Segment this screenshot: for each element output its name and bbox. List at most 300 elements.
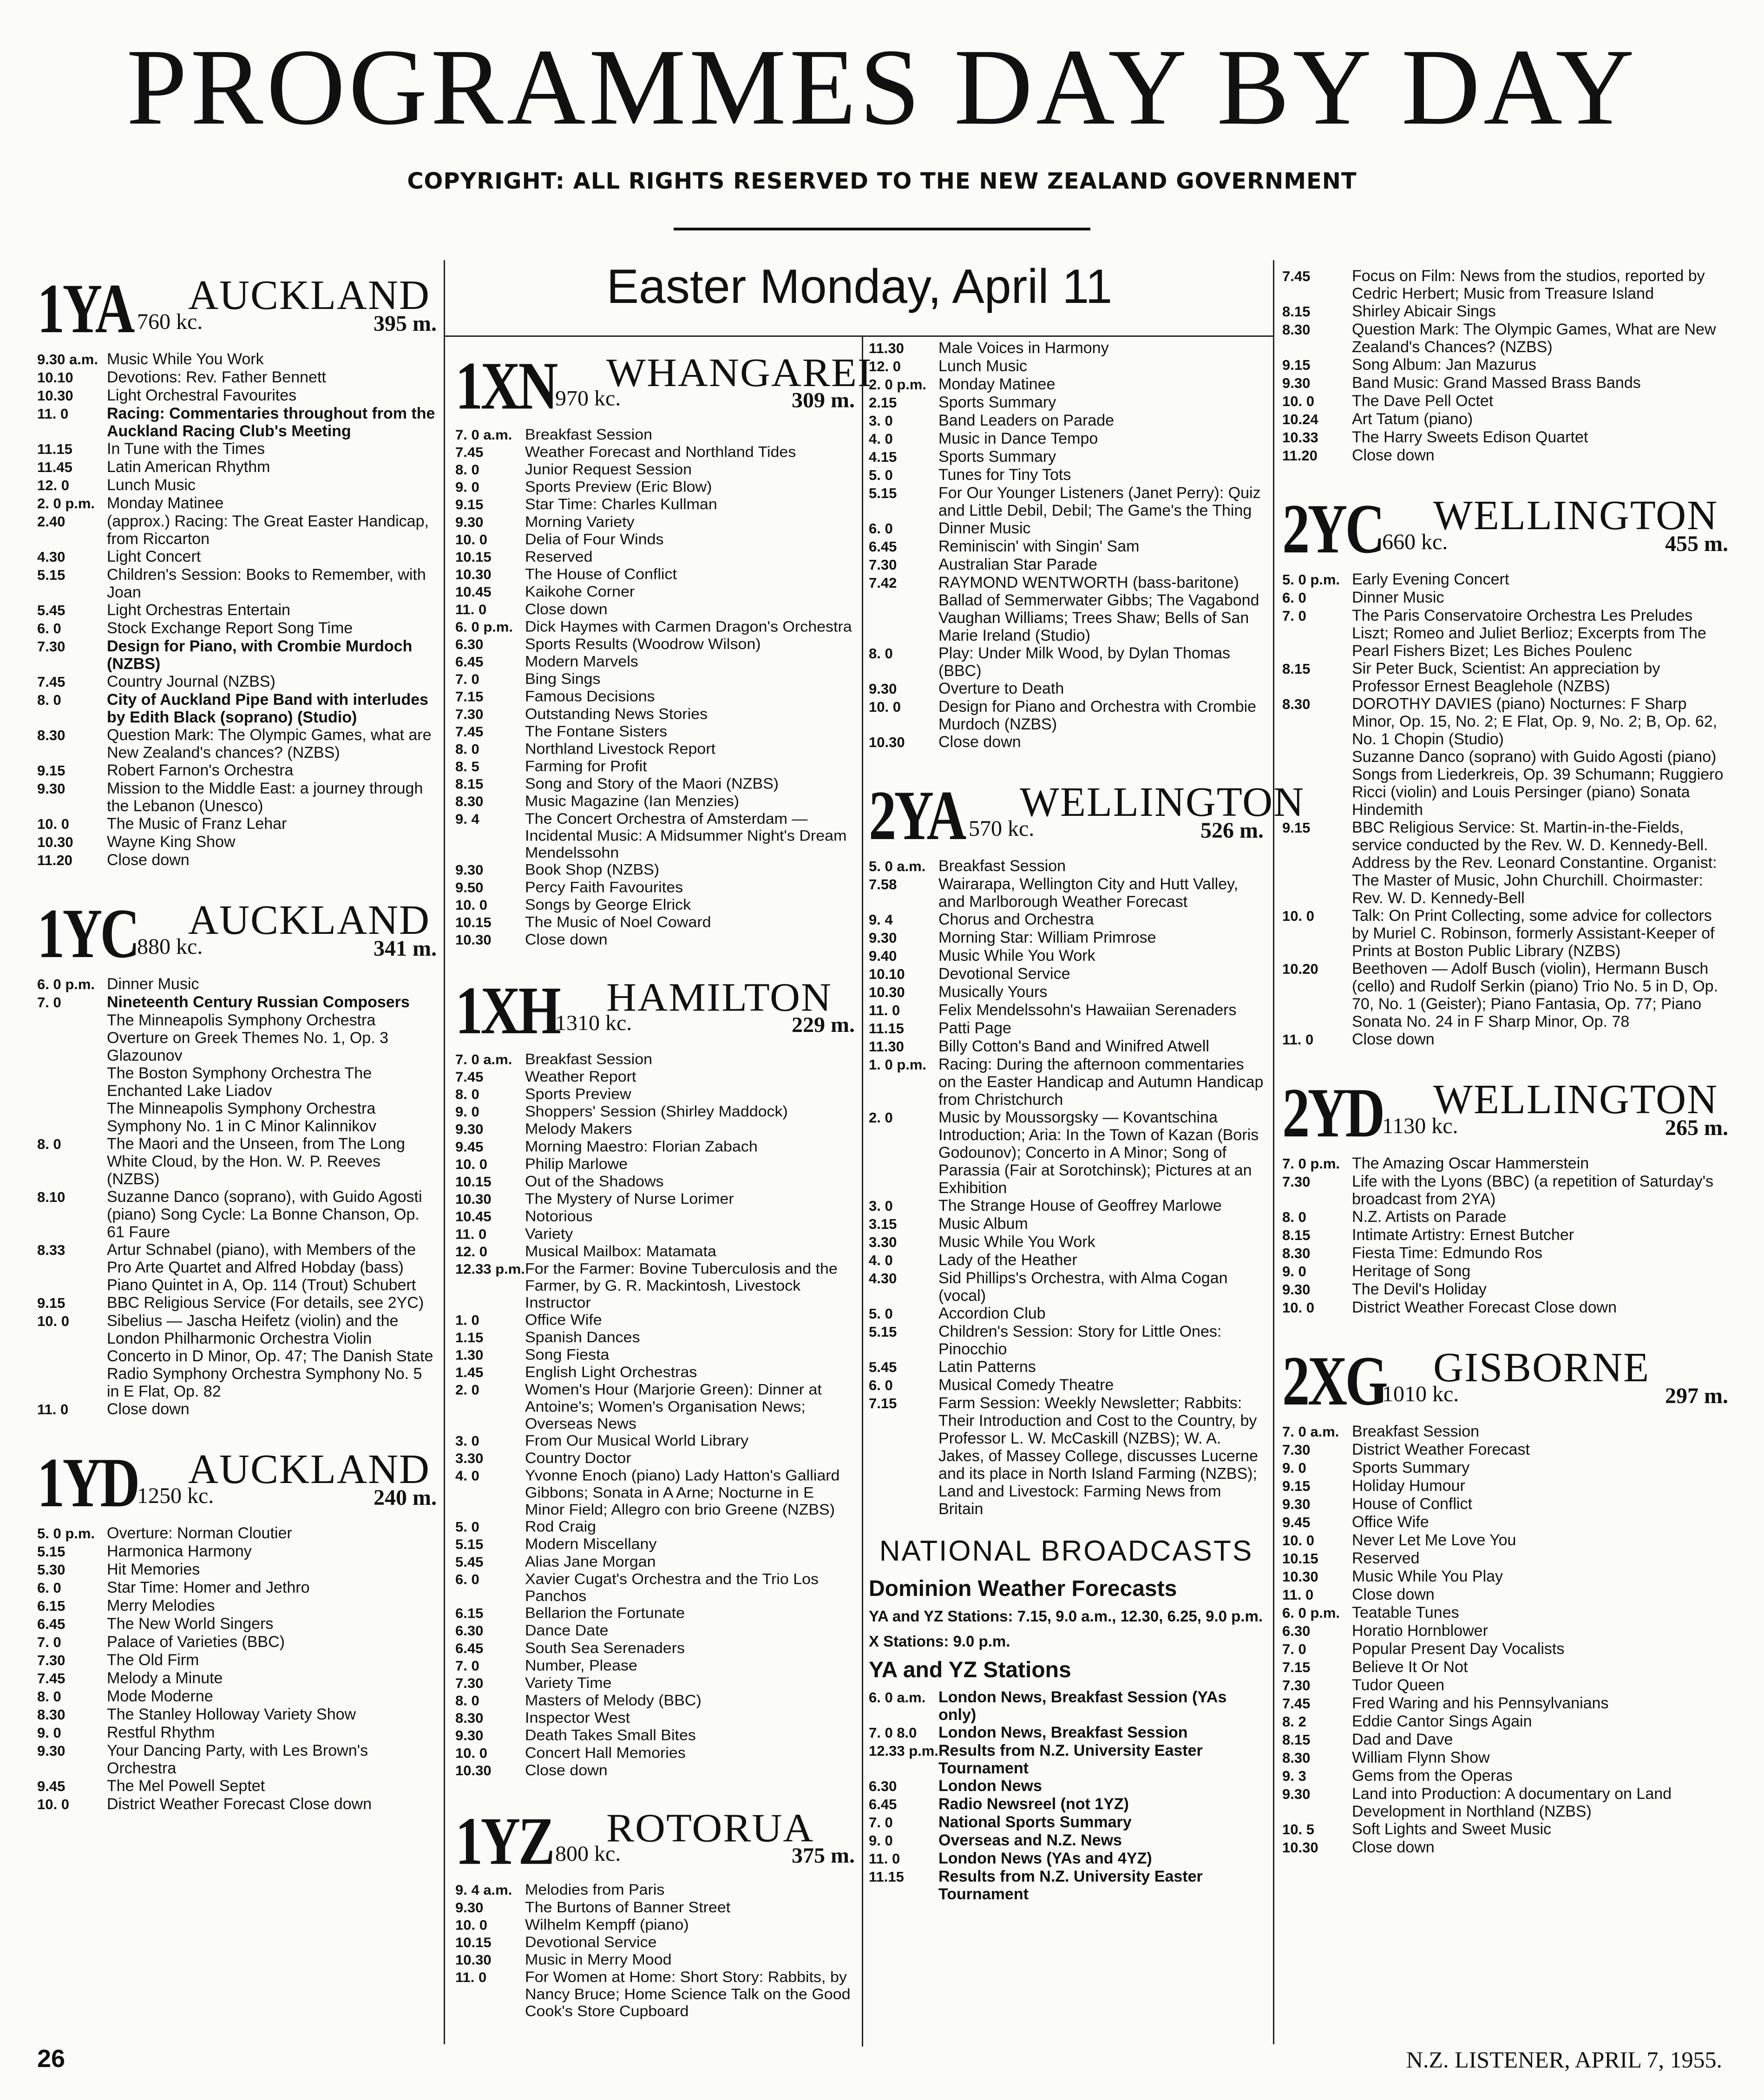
programme-item xyxy=(1282,302,1728,321)
programme-time: 7.30 xyxy=(1282,1174,1311,1190)
programme-title: Tunes for Tiny Tots xyxy=(938,466,1071,484)
station-wavelength: 297 m. xyxy=(1665,1384,1728,1408)
programme-item xyxy=(1282,1549,1728,1568)
programme-title: Mission to the Middle East: a journey through the Lebanon (Unesco) xyxy=(107,780,423,815)
programme-time: 9.15 xyxy=(1282,820,1311,836)
programme-title: The Fontane Sisters xyxy=(525,722,668,740)
programme-time: 9. 0 xyxy=(1282,1263,1306,1280)
station-wavelength: 375 m. xyxy=(792,1844,855,1868)
programme-title: Your Dancing Party, with Les Brown's Orchestra xyxy=(107,1742,368,1777)
programme-time: 6.45 xyxy=(455,1640,484,1656)
programme-title: Merry Melodies xyxy=(107,1597,215,1614)
national-time: 6.45 xyxy=(869,1796,897,1812)
programme-title: Weather Report xyxy=(525,1068,636,1085)
programme-time: 2.15 xyxy=(869,394,897,411)
programme-title: Billy Cotton's Band and Winifred Atwell xyxy=(938,1037,1209,1055)
programme-item xyxy=(37,440,437,458)
programme-time: 9.45 xyxy=(455,1139,484,1155)
programme-time: 9. 0 xyxy=(455,479,479,495)
programme-time: 9.30 a.m. xyxy=(37,351,98,368)
programme-title: Junior Request Session xyxy=(525,461,692,478)
programme-item xyxy=(455,513,855,531)
programme-time: 3.30 xyxy=(869,1234,897,1250)
programme-time: 7. 0 xyxy=(455,671,479,687)
programme-title: The Maori and the Unseen, from The Long White Cloud, by the Hon. W. P. Reeves (NZBS) xyxy=(107,1135,405,1188)
programme-item xyxy=(1282,607,1728,660)
programme-title: Variety xyxy=(525,1225,573,1242)
programme-item xyxy=(455,1190,855,1208)
programme-item xyxy=(37,1312,437,1400)
programme-title: Design for Piano and Orchestra with Crombie Murdoch (NZBS) xyxy=(938,698,1257,733)
programme-time: 7.30 xyxy=(869,557,897,573)
programme-item xyxy=(37,548,437,566)
programme-title: Robert Farnon's Orchestra xyxy=(107,761,294,779)
programme-title: Land into Production: A documentary on Land Development in Northland (NZBS) xyxy=(1352,1785,1672,1820)
programme-time: 1.30 xyxy=(455,1347,484,1363)
copyright-notice: COPYRIGHT: ALL RIGHTS RESERVED TO THE NEW ZEALAND GOVERNMENT xyxy=(407,168,1357,194)
programme-time: 10.30 xyxy=(869,734,905,750)
programme-title: Country Journal (NZBS) xyxy=(107,673,275,690)
programme-time: 9.30 xyxy=(1282,1496,1311,1512)
programme-time: 8.30 xyxy=(1282,696,1311,712)
programme-time: 10.30 xyxy=(455,1191,492,1207)
programme-time: 3.30 xyxy=(455,1450,484,1466)
programme-time: 10.30 xyxy=(455,932,492,948)
programme-item xyxy=(455,618,855,636)
national-list xyxy=(869,1688,1264,1903)
programme-time: 3.15 xyxy=(869,1216,897,1232)
programme-title: The New World Singers xyxy=(107,1615,274,1633)
programme-title: Farm Session: Weekly Newsletter; Rabbits: Their Introduction and Cost to the Country, by Professor L. W. McCaskill (NZBS); W. A. Jakes, of Massey College, discusses Lucerne and its place in North Island Farming (NZBS); Land and Livestock: Farming News from Britain xyxy=(938,1394,1258,1518)
programme-time: 11.45 xyxy=(37,459,72,475)
programme-item xyxy=(37,1597,437,1615)
programme-item xyxy=(455,1381,855,1432)
programme-item xyxy=(455,1260,855,1312)
programme-time: 10.30 xyxy=(869,984,905,1000)
programme-time: 10.30 xyxy=(455,566,492,583)
programme-time: 8.15 xyxy=(455,776,484,792)
programme-title: Mode Moderne xyxy=(107,1687,213,1705)
programme-title: Breakfast Session xyxy=(938,857,1066,875)
programme-item xyxy=(1282,410,1728,428)
programme-item xyxy=(37,1777,437,1795)
programme-title: Sibelius — Jascha Heifetz (violin) and the London Philharmonic Orchestra Violin Concerto in D Minor, Op. 47; The Danish State Radio Symphony Orchestra Symphony No. 5 in E Flat, Op. 82 xyxy=(107,1312,433,1400)
programme-title: The Mystery of Nurse Lorimer xyxy=(525,1190,734,1208)
national-title-text: London News, Breakfast Session xyxy=(938,1724,1188,1741)
programme-title: Stock Exchange Report Song Time xyxy=(107,619,353,637)
programme-title: Wilhelm Kempff (piano) xyxy=(525,1916,689,1934)
station-wavelength: 309 m. xyxy=(792,388,855,413)
programme-item xyxy=(455,1916,855,1934)
programme-time: 5.15 xyxy=(455,1536,484,1552)
programme-title: Weather Forecast and Northland Tides xyxy=(525,443,796,461)
programme-item xyxy=(1282,1604,1728,1622)
programme-title: Morning Maestro: Florian Zabach xyxy=(525,1138,758,1155)
national-item xyxy=(869,1795,1264,1813)
programme-title: Number, Please xyxy=(525,1657,637,1674)
programme-title: Suzanne Danco (soprano), with Guido Agosti (piano) Song Cycle: La Bonne Chanson, Op. 61 Faure xyxy=(107,1188,422,1241)
station-header xyxy=(455,1794,855,1877)
programme-time: 10. 0 xyxy=(1282,1299,1314,1316)
programme-item xyxy=(37,476,437,494)
programme-title: Reminiscin' with Singin' Sam xyxy=(938,538,1140,555)
programme-time: 7.42 xyxy=(869,575,897,591)
programme-item xyxy=(1282,446,1728,465)
programme-time: 8. 0 xyxy=(455,741,479,757)
programme-time: 11.20 xyxy=(37,852,72,868)
programme-title: Intimate Artistry: Ernest Butcher xyxy=(1352,1226,1574,1244)
programme-item xyxy=(37,368,437,387)
programme-time: 10. 0 xyxy=(455,1156,487,1172)
programme-title: Devotional Service xyxy=(525,1934,657,1951)
station-callsign: 2YC xyxy=(1282,490,1383,568)
programme-item xyxy=(455,1553,855,1571)
programme-time: 6. 0 xyxy=(37,1580,61,1596)
programme-time: 7.30 xyxy=(1282,1442,1311,1458)
programme-time: 11.30 xyxy=(869,340,904,356)
programme-time: 5. 0 p.m. xyxy=(1282,571,1340,588)
programme-item xyxy=(455,1951,855,1969)
programme-time: 9.15 xyxy=(37,762,66,779)
programme-item xyxy=(455,1518,855,1536)
programme-title: Percy Faith Favourites xyxy=(525,879,683,896)
programme-item xyxy=(455,1536,855,1553)
programme-title: Sports Preview xyxy=(525,1085,631,1103)
programme-title: Sports Summary xyxy=(938,448,1056,466)
programme-time: 6.30 xyxy=(1282,1623,1311,1639)
programme-title: Monday Matinee xyxy=(938,375,1056,393)
programme-title: Melody a Minute xyxy=(107,1669,223,1687)
programme-time: 7.45 xyxy=(1282,268,1311,284)
programme-title: Question Mark: The Olympic Games, what are New Zealand's chances? (NZBS) xyxy=(107,726,432,761)
programme-time: 7.30 xyxy=(455,1675,484,1691)
programme-item xyxy=(869,947,1264,965)
programme-time: 8.30 xyxy=(1282,1245,1311,1261)
programme-title: Nineteenth Century Russian Composers xyxy=(107,993,410,1011)
programme-item xyxy=(1282,1568,1728,1586)
programme-time: 5.45 xyxy=(37,602,66,618)
programme-time: 5. 0 a.m. xyxy=(869,858,926,874)
programme-item xyxy=(37,833,437,851)
programme-title: Modern Miscellany xyxy=(525,1536,657,1553)
programme-item xyxy=(455,758,855,775)
programme-title: Harmonica Harmony xyxy=(107,1542,252,1560)
programme-item xyxy=(869,1251,1264,1269)
programme-item xyxy=(455,1467,855,1518)
programme-title: Sports Summary xyxy=(1352,1459,1470,1477)
programme-item xyxy=(869,965,1264,983)
programme-time: 5.15 xyxy=(37,567,66,583)
programme-time: 7.30 xyxy=(1282,1677,1311,1693)
programme-title: Male Voices in Harmony xyxy=(938,339,1109,357)
programme-time: 10. 0 xyxy=(869,699,901,715)
programme-item xyxy=(869,1215,1264,1233)
column-4 xyxy=(1282,267,1728,1872)
programme-title: Bellarion the Fortunate xyxy=(525,1604,685,1622)
station-wavelength: 229 m. xyxy=(792,1013,855,1037)
programme-time: 7.45 xyxy=(37,674,66,690)
programme-title: The Amazing Oscar Hammerstein xyxy=(1352,1155,1589,1172)
programme-time: 11. 0 xyxy=(455,1969,487,1985)
programme-title: Music in Merry Mood xyxy=(525,1951,672,1969)
programme-title: The Minneapolis Symphony Orchestra Overture on Greek Themes No. 1, Op. 3 Glazounov xyxy=(107,1011,388,1064)
station-wavelength: 526 m. xyxy=(1200,818,1264,843)
programme-item xyxy=(869,357,1264,375)
programme-time: 2. 0 p.m. xyxy=(869,376,927,393)
programme-time: 9.30 xyxy=(455,514,484,530)
programme-title: Musical Mailbox: Matamata xyxy=(525,1242,716,1260)
programme-item xyxy=(37,387,437,405)
programme-title: The Mel Powell Septet xyxy=(107,1777,265,1795)
programme-time: 10. 0 xyxy=(1282,908,1314,924)
programme-item xyxy=(455,723,855,741)
programme-title: Accordion Club xyxy=(938,1305,1046,1322)
programme-item xyxy=(37,726,437,761)
national-time: 11. 0 xyxy=(869,1851,900,1867)
station-city: AUCKLAND xyxy=(188,897,430,943)
programme-item xyxy=(869,1197,1264,1215)
programme-item xyxy=(37,975,437,993)
programme-item xyxy=(455,705,855,723)
programme-item xyxy=(1282,960,1728,1030)
programme-time: 8.30 xyxy=(1282,322,1311,338)
programme-item xyxy=(455,775,855,793)
programme-item xyxy=(869,983,1264,1001)
programme-time: 1. 0 xyxy=(455,1312,479,1328)
programme-item xyxy=(455,1311,855,1329)
programme-title: Heritage of Song xyxy=(1352,1262,1471,1280)
programme-title: Close down xyxy=(1352,1030,1435,1048)
programme-item xyxy=(869,484,1264,519)
programme-time: 5. 0 xyxy=(455,1519,479,1535)
programme-title: The Music of Franz Lehar xyxy=(107,815,287,833)
programme-time: 8. 0 xyxy=(37,692,61,708)
programme-time: 10.30 xyxy=(455,1762,492,1778)
programme-title: The Devil's Holiday xyxy=(1352,1280,1487,1298)
programme-item xyxy=(869,911,1264,929)
weather-times: YA and YZ Stations: 7.15, 9.0 a.m., 12.30, 6.25, 9.0 p.m. xyxy=(869,1608,1263,1625)
national-time: 12.33 p.m. xyxy=(869,1743,938,1759)
programme-time: 5. 0 p.m. xyxy=(37,1525,95,1542)
programme-item xyxy=(455,496,855,513)
column-divider-right xyxy=(1273,260,1274,2044)
programme-title: Book Shop (NZBS) xyxy=(525,861,660,879)
programme-item xyxy=(455,1346,855,1364)
programme-item xyxy=(1282,1262,1728,1280)
national-title: NATIONAL BROADCASTS xyxy=(879,1535,1253,1567)
programme-item xyxy=(455,1432,855,1450)
programme-item xyxy=(1282,819,1728,907)
programme-title: DOROTHY DAVIES (piano) Nocturnes: F Sharp Minor, Op. 15, No. 2; E Flat, Op. 9, No. 2; B, Op. 62, No. 1 Chopin (Studio) xyxy=(1352,695,1718,748)
programme-time: 10.15 xyxy=(1282,1550,1318,1567)
programme-item xyxy=(455,1103,855,1121)
programme-title: Restful Rhythm xyxy=(107,1724,215,1741)
national-time: 11.15 xyxy=(869,1869,904,1885)
programme-title: BBC Religious Service (For details, see 2YC) xyxy=(107,1294,424,1312)
programme-time: 6. 0 xyxy=(37,620,61,637)
station-1yd xyxy=(37,1434,437,1813)
programme-title: Talk: On Print Collecting, some advice for collectors by Muriel C. Robinson, formerly Assistant-Keeper of Prints at Boston Public Library (NZBS) xyxy=(1352,907,1715,960)
programme-time: 9.30 xyxy=(37,781,66,797)
programme-title: Holiday Humour xyxy=(1352,1477,1465,1495)
programme-title: Office Wife xyxy=(1352,1513,1429,1531)
programme-time: 7. 0 xyxy=(1282,1641,1306,1657)
programme-time: 6.15 xyxy=(455,1605,484,1621)
programme-time: 7.45 xyxy=(455,444,484,460)
day-title-rule xyxy=(445,335,1273,337)
programme-time: 2. 0 p.m. xyxy=(37,495,95,512)
station-callsign: 2XG xyxy=(1282,1342,1386,1420)
programme-title: Racing: During the afternoon commentaries on the Easter Handicap and Autumn Handicap from Christchurch xyxy=(938,1056,1264,1109)
programme-time: 9.30 xyxy=(455,1727,484,1744)
programme-title: Inspector West xyxy=(525,1709,630,1726)
programme-title: District Weather Forecast Close down xyxy=(107,1795,372,1813)
station-wavelength: 455 m. xyxy=(1665,532,1728,556)
programme-title: Artur Schnabel (piano), with Members of the Pro Arte Quartet and Alfred Hobday (bass) Piano Quintet in A, Op. 114 (Trout) Schubert xyxy=(107,1241,416,1294)
programme-title: South Sea Serenaders xyxy=(525,1639,685,1657)
programme-item xyxy=(455,861,855,879)
programme-title: Song and Story of the Maori (NZBS) xyxy=(525,775,779,793)
national-title-text: Overseas and N.Z. News xyxy=(938,1831,1122,1849)
programme-title: Devotional Service xyxy=(938,965,1070,983)
page-title: PROGRAMMES DAY BY DAY xyxy=(126,26,1638,147)
programme-time: 7. 0 xyxy=(37,994,61,1011)
programme-item xyxy=(1282,695,1728,748)
programme-time: 2.40 xyxy=(37,513,66,530)
programme-time: 7.15 xyxy=(455,689,484,705)
programme-title: Beethoven — Adolf Busch (violin), Hermann Busch (cello) and Rudolf Serkin (piano) Trio No. 5 in D, Op. 70, No. 1 (Geister); Piano Fantasia, Op. 77; Piano Sonata No. 24 in F Sharp Minor, Op. 78 xyxy=(1352,960,1718,1030)
programme-item xyxy=(455,1450,855,1467)
programme-title: The Concert Orchestra of Amsterdam — Incidental Music: A Midsummer Night's Dream Mendelssohn xyxy=(525,810,847,861)
programme-item xyxy=(37,637,437,673)
programme-time: 8. 0 xyxy=(869,645,893,662)
programme-item xyxy=(869,1323,1264,1358)
programme-item xyxy=(869,929,1264,947)
programme-time: 10. 0 xyxy=(37,1796,69,1812)
programme-item xyxy=(869,430,1264,448)
programme-title: Dinner Music xyxy=(1352,589,1444,606)
programme-item xyxy=(1282,1731,1728,1749)
station-callsign: 1YA xyxy=(37,269,133,348)
programme-item xyxy=(37,1687,437,1706)
programme-time: 9.30 xyxy=(455,1899,484,1916)
programme-item xyxy=(1282,1820,1728,1838)
programme-item xyxy=(869,857,1264,875)
station-city: HAMILTON xyxy=(606,975,833,1020)
column-2 xyxy=(455,339,872,2035)
programme-time: 10.30 xyxy=(1282,1568,1318,1585)
programme-title: Music While You Work xyxy=(938,947,1095,965)
programme-title: Melody Makers xyxy=(525,1120,632,1138)
programme-title: Alias Jane Morgan xyxy=(525,1553,656,1570)
programme-item xyxy=(37,815,437,833)
programme-title: Bing Sings xyxy=(525,670,601,688)
programme-title: Lady of the Heather xyxy=(938,1251,1077,1269)
station-1yz xyxy=(455,1794,855,2020)
programme-time: 10. 0 xyxy=(1282,393,1314,409)
page-number: 26 xyxy=(37,2045,66,2073)
programme-title: Close down xyxy=(1352,1586,1435,1603)
programme-title: Music Album xyxy=(938,1215,1028,1233)
station-city: GISBORNE xyxy=(1433,1345,1650,1391)
programme-item xyxy=(455,1155,855,1173)
station-city: WELLINGTON xyxy=(1433,492,1718,538)
programme-item xyxy=(37,1579,437,1597)
programme-time: 11.30 xyxy=(869,1038,904,1055)
programme-title: Famous Decisions xyxy=(525,688,655,705)
programme-time: 8. 0 xyxy=(37,1688,61,1705)
programme-title: (approx.) Racing: The Great Easter Handicap, from Riccarton xyxy=(107,512,429,548)
programme-item xyxy=(455,1727,855,1745)
programme-title: Delia of Four Winds xyxy=(525,531,664,548)
programme-item xyxy=(869,1394,1264,1518)
programme-time: 9.30 xyxy=(1282,1786,1311,1802)
programme-time: 1.15 xyxy=(455,1329,484,1345)
programme-title: Hit Memories xyxy=(107,1561,200,1578)
programme-item xyxy=(1282,1658,1728,1676)
programme-title: Shoppers' Session (Shirley Maddock) xyxy=(525,1103,788,1120)
programme-time: 7. 0 a.m. xyxy=(455,1051,512,1068)
programme-item xyxy=(1282,1208,1728,1226)
programme-time: 8.30 xyxy=(37,727,66,743)
programme-item xyxy=(869,556,1264,574)
programme-item xyxy=(455,548,855,566)
programme-title: Racing: Commentaries throughout from the Auckland Racing Club's Meeting xyxy=(107,405,435,440)
programme-time: 5.30 xyxy=(37,1562,66,1578)
programme-item xyxy=(37,350,437,368)
programme-title: The Strange House of Geoffrey Marlowe xyxy=(938,1197,1222,1214)
station-header xyxy=(37,1434,437,1521)
programme-time: 9.30 xyxy=(1282,1281,1311,1298)
programme-title: Music Magazine (Ian Menzies) xyxy=(525,793,740,810)
programme-item xyxy=(1282,1280,1728,1299)
programme-title: Latin American Rhythm xyxy=(107,458,270,476)
station-frequency: 880 kc. xyxy=(137,934,203,959)
programme-item xyxy=(455,1364,855,1381)
programme-item xyxy=(455,1121,855,1138)
programme-title: District Weather Forecast Close down xyxy=(1352,1299,1617,1316)
programme-time: 4.30 xyxy=(37,549,66,565)
programme-title: Tudor Queen xyxy=(1352,1676,1445,1694)
programme-title: Sir Peter Buck, Scientist: An appreciation by Professor Ernest Beaglehole (NZBS) xyxy=(1352,660,1660,695)
programme-title: The Stanley Holloway Variety Show xyxy=(107,1706,356,1723)
station-wavelength: 395 m. xyxy=(374,311,437,336)
programme-item xyxy=(455,1709,855,1727)
programme-title: Musically Yours xyxy=(938,983,1048,1001)
programme-time: 8. 0 xyxy=(455,1693,479,1709)
programme-time: 7.30 xyxy=(455,706,484,722)
programme-time: 10.33 xyxy=(1282,429,1318,446)
programme-item xyxy=(37,1651,437,1669)
programme-time: 7.45 xyxy=(455,1069,484,1085)
programme-title: The Music of Noel Coward xyxy=(525,913,711,931)
programme-item xyxy=(1282,907,1728,960)
programme-time: 4.30 xyxy=(869,1270,897,1286)
programme-item xyxy=(455,1657,855,1674)
programme-title: Close down xyxy=(525,600,608,618)
programme-item xyxy=(455,1173,855,1191)
programme-title: Australian Star Parade xyxy=(938,556,1098,573)
programme-title: Dinner Music xyxy=(938,519,1031,537)
programme-title: Teatable Tunes xyxy=(1352,1604,1459,1621)
programme-time: 8.33 xyxy=(37,1242,66,1258)
programme-title: Morning Star: William Primrose xyxy=(938,929,1156,946)
programme-title: Wairarapa, Wellington City and Hutt Valley, and Marlborough Weather Forecast xyxy=(938,875,1239,911)
programme-title: Gems from the Operas xyxy=(1352,1767,1513,1785)
station-1xh xyxy=(455,964,855,1779)
station-frequency: 1130 kc. xyxy=(1382,1114,1458,1138)
programme-item xyxy=(1282,1155,1728,1173)
